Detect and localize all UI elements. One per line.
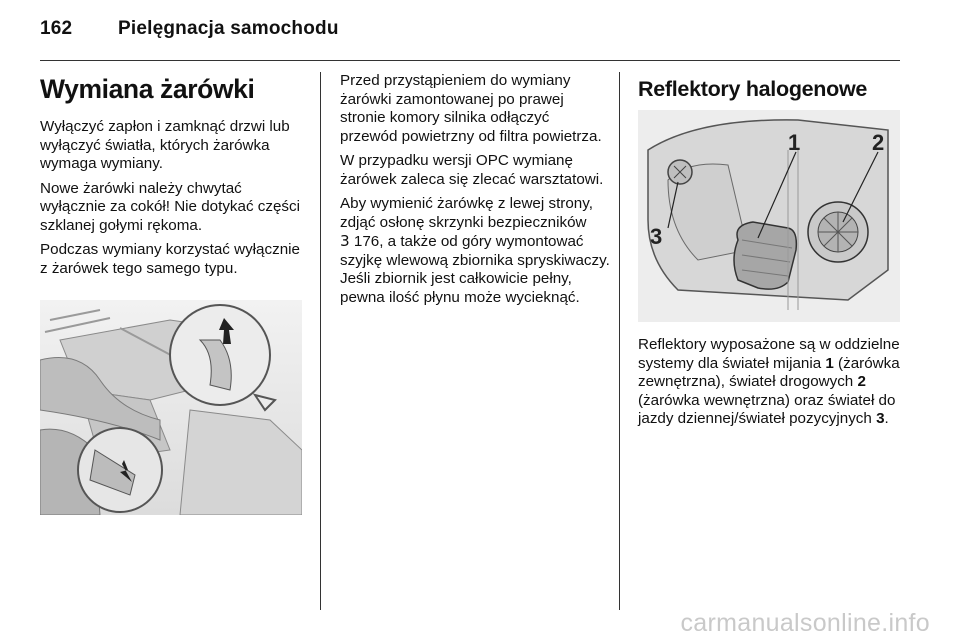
page-header	[40, 18, 339, 40]
halogen-description	[638, 336, 908, 429]
headlight-illustration	[638, 110, 900, 322]
paragraph: W przypadku wersji OPC wymianę żarówek zaleca się zlecać warsztatowi.	[340, 152, 604, 188]
cross-reference-icon[interactable]: 3	[340, 232, 350, 250]
figure-label-2: 2	[872, 130, 885, 155]
section-title-bulb-replacement: Wymiana żarówki	[40, 74, 255, 104]
column-divider-2	[619, 72, 620, 610]
paragraph: Wyłączyć zapłon i zamknąć drzwi lub wyłączyć światła, których żarówka wymaga wymiany.	[40, 118, 290, 172]
header-rule	[40, 60, 900, 61]
paragraph: Podczas wymiany korzystać wyłącznie z żarówek tego samego typu.	[40, 241, 300, 277]
figure-label-3: 3	[650, 224, 663, 249]
section-title-halogen-headlights: Reflektory halogenowe	[638, 77, 868, 101]
column-3	[638, 72, 908, 115]
paragraph: Aby wymienić żarówkę z lewej strony, zdjąć osłonę skrzynki bezpieczników 3 176, a także od góry wymontować szyjkę wlewową zbiornika spryskiwaczy. Jeśli zbiornik jest całkowicie pełny, pewna ilość płynu może wycieknąć.	[340, 195, 610, 306]
column-1	[40, 72, 308, 284]
chapter-title: Pielęgnacja samochodu	[118, 18, 339, 39]
paragraph: Przed przystąpieniem do wymiany żarówki zamontowanej po prawej stronie komory silnika odłączyć przewód powietrzny od filtra powietrza.	[340, 72, 602, 145]
column-2	[340, 72, 610, 313]
engine-bay-illustration	[40, 300, 302, 515]
page-number: 162	[40, 18, 73, 39]
figure-label-1: 1	[788, 130, 801, 155]
column-divider-1	[320, 72, 321, 610]
watermark: carmanualsonline.info	[680, 609, 930, 637]
paragraph: Nowe żarówki należy chwytać wyłącznie za cokół! Nie dotykać części szklanej gołymi rękoma.	[40, 179, 300, 234]
paragraph: Reflektory wyposażone są w oddzielne systemy dla świateł mijania 1 (żarówka zewnętrzna), świateł drogowych 2 (żarówka wewnętrzna) oraz świateł do jazdy dziennej/świateł pozycyjnych 3.	[638, 336, 900, 427]
